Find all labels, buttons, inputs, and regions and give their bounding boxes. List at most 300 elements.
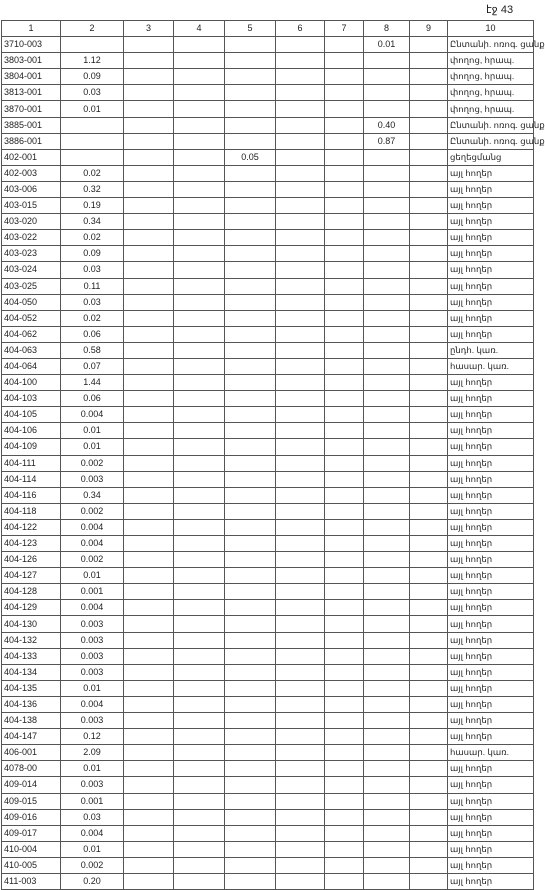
table-cell-c1: 3813-001: [2, 85, 61, 101]
table-cell-c1: 3870-001: [2, 101, 61, 117]
table-cell-c7: [325, 825, 364, 841]
table-cell-c1: 402-003: [2, 165, 61, 181]
table-row: [2, 262, 534, 278]
table-cell-c10: այլ հողեր: [448, 777, 534, 793]
table-cell-c4: [174, 696, 225, 712]
table-cell-c3: [124, 568, 174, 584]
table-cell-c7: [325, 809, 364, 825]
table-cell-c7: [325, 664, 364, 680]
table-cell-c4: [174, 616, 225, 632]
table-cell-c10: այլ հողեր: [448, 471, 534, 487]
table-cell-c8: [364, 841, 410, 857]
table-cell-c9: [410, 616, 448, 632]
table-cell-c6: [276, 214, 325, 230]
table-cell-c7: [325, 487, 364, 503]
table-cell-c4: [174, 455, 225, 471]
table-cell-c4: [174, 358, 225, 374]
table-row: [2, 181, 534, 197]
table-cell-c4: [174, 729, 225, 745]
table-cell-c9: [410, 519, 448, 535]
table-cell-c4: [174, 117, 225, 133]
table-cell-c3: [124, 358, 174, 374]
table-cell-c5: [225, 53, 276, 69]
table-cell-c1: 404-122: [2, 519, 61, 535]
table-cell-c1: 404-134: [2, 664, 61, 680]
table-cell-c9: [410, 600, 448, 616]
table-cell-c3: [124, 809, 174, 825]
table-cell-c7: [325, 375, 364, 391]
table-row: [2, 358, 534, 374]
table-cell-c5: [225, 536, 276, 552]
table-cell-c5: [225, 230, 276, 246]
land-register-table: [1, 20, 545, 890]
table-cell-c1: 404-064: [2, 358, 61, 374]
table-cell-c7: [325, 471, 364, 487]
column-header: 9: [410, 21, 448, 37]
table-cell-c8: [364, 568, 410, 584]
table-cell-c2: 0.58: [61, 342, 124, 358]
table-cell-c4: [174, 149, 225, 165]
table-row: [2, 632, 534, 648]
table-cell-c8: 0.01: [364, 37, 410, 53]
table-cell-c2: 0.03: [61, 85, 124, 101]
table-cell-c7: [325, 85, 364, 101]
table-cell-c5: [225, 568, 276, 584]
table-row: [2, 165, 534, 181]
table-cell-c9: [410, 391, 448, 407]
table-cell-c10: այլ հողեր: [448, 391, 534, 407]
table-cell-c7: [325, 53, 364, 69]
table-cell-c7: [325, 873, 364, 889]
table-cell-c9: [410, 825, 448, 841]
table-cell-c10: այլ հողեր: [448, 519, 534, 535]
table-cell-c6: [276, 568, 325, 584]
table-cell-c9: [410, 536, 448, 552]
column-header: 6: [276, 21, 325, 37]
table-cell-c1: 403-006: [2, 181, 61, 197]
table-cell-c2: 0.002: [61, 552, 124, 568]
table-cell-c1: 404-118: [2, 503, 61, 519]
table-cell-c1: 4078-00: [2, 761, 61, 777]
table-row: [2, 439, 534, 455]
table-cell-c10: այլ հողեր: [448, 198, 534, 214]
table-cell-c2: 0.004: [61, 519, 124, 535]
table-cell-c3: [124, 149, 174, 165]
table-cell-c3: [124, 487, 174, 503]
table-row: [2, 536, 534, 552]
table-cell-c9: [410, 198, 448, 214]
table-row: [2, 455, 534, 471]
table-cell-c1: 404-128: [2, 584, 61, 600]
column-header: 5: [225, 21, 276, 37]
table-cell-c6: [276, 761, 325, 777]
table-cell-c10: այլ հողեր: [448, 873, 534, 889]
table-cell-c4: [174, 825, 225, 841]
column-header: 1: [2, 21, 61, 37]
table-cell-c1: 404-126: [2, 552, 61, 568]
table-cell-c9: [410, 85, 448, 101]
table-cell-c2: 0.003: [61, 471, 124, 487]
table-cell-c6: [276, 326, 325, 342]
table-cell-c5: [225, 85, 276, 101]
table-cell-c1: 404-050: [2, 294, 61, 310]
table-cell-c2: 0.09: [61, 246, 124, 262]
table-cell-c2: 0.01: [61, 841, 124, 857]
table-cell-c2: 0.19: [61, 198, 124, 214]
table-cell-c9: [410, 101, 448, 117]
table-cell-c6: [276, 584, 325, 600]
table-cell-c10: այլ հողեր: [448, 278, 534, 294]
table-cell-c1: 404-106: [2, 423, 61, 439]
table-row: [2, 648, 534, 664]
table-cell-c1: 3885-001: [2, 117, 61, 133]
table-row: [2, 391, 534, 407]
table-cell-c1: 404-105: [2, 407, 61, 423]
table-cell-c7: [325, 246, 364, 262]
table-cell-c3: [124, 294, 174, 310]
table-cell-c8: [364, 713, 410, 729]
table-cell-c7: [325, 713, 364, 729]
table-cell-c10: այլ հողեր: [448, 664, 534, 680]
table-cell-c9: [410, 407, 448, 423]
table-cell-c1: 404-133: [2, 648, 61, 664]
table-cell-c6: [276, 85, 325, 101]
table-cell-c4: [174, 310, 225, 326]
table-cell-c6: [276, 246, 325, 262]
table-cell-c8: [364, 616, 410, 632]
table-cell-c3: [124, 648, 174, 664]
table-cell-c3: [124, 439, 174, 455]
column-header: 3: [124, 21, 174, 37]
table-cell-c1: 411-003: [2, 873, 61, 889]
table-row: [2, 342, 534, 358]
table-cell-c3: [124, 423, 174, 439]
table-row: [2, 729, 534, 745]
table-cell-c7: [325, 648, 364, 664]
table-cell-c5: [225, 101, 276, 117]
table-cell-c6: [276, 230, 325, 246]
table-cell-c5: [225, 793, 276, 809]
table-cell-c4: [174, 503, 225, 519]
table-cell-c4: [174, 713, 225, 729]
table-cell-c10: այլ հողեր: [448, 536, 534, 552]
table-cell-c8: [364, 423, 410, 439]
table-cell-c5: [225, 37, 276, 53]
table-cell-c4: [174, 600, 225, 616]
table-cell-c10: հասար. կառ.: [448, 745, 534, 761]
table-cell-c7: [325, 342, 364, 358]
table-cell-c4: [174, 375, 225, 391]
table-cell-c3: [124, 503, 174, 519]
table-cell-c9: [410, 439, 448, 455]
table-cell-c7: [325, 761, 364, 777]
page-number-label: էջ 43: [486, 4, 514, 16]
table-cell-c3: [124, 262, 174, 278]
table-cell-c7: [325, 600, 364, 616]
table-cell-c5: [225, 487, 276, 503]
table-cell-c6: [276, 375, 325, 391]
table-cell-c6: [276, 680, 325, 696]
table-cell-c5: [225, 648, 276, 664]
table-cell-c10: այլ հողեր: [448, 696, 534, 712]
table-cell-c8: [364, 358, 410, 374]
table-cell-c8: [364, 149, 410, 165]
table-row: [2, 246, 534, 262]
table-cell-c9: [410, 342, 448, 358]
table-cell-c3: [124, 729, 174, 745]
table-cell-c6: [276, 358, 325, 374]
table-cell-c2: 0.34: [61, 214, 124, 230]
table-cell-c7: [325, 133, 364, 149]
table-cell-c9: [410, 487, 448, 503]
table-cell-c5: [225, 777, 276, 793]
table-cell-c2: 0.001: [61, 584, 124, 600]
table-cell-c6: [276, 503, 325, 519]
table-cell-c1: 409-015: [2, 793, 61, 809]
table-cell-c4: [174, 841, 225, 857]
table-cell-c7: [325, 857, 364, 873]
table-cell-c8: [364, 519, 410, 535]
table-cell-c2: 0.003: [61, 777, 124, 793]
table-cell-c1: 409-016: [2, 809, 61, 825]
table-cell-c8: [364, 584, 410, 600]
table-cell-c3: [124, 407, 174, 423]
table-cell-c8: [364, 278, 410, 294]
table-cell-c2: 0.002: [61, 857, 124, 873]
table-row: [2, 600, 534, 616]
table-cell-c9: [410, 246, 448, 262]
table-cell-c4: [174, 632, 225, 648]
table-row: [2, 326, 534, 342]
table-cell-c7: [325, 37, 364, 53]
table-cell-c6: [276, 873, 325, 889]
table-cell-c9: [410, 552, 448, 568]
table-cell-c6: [276, 69, 325, 85]
table-cell-c7: [325, 294, 364, 310]
table-cell-c4: [174, 407, 225, 423]
table-cell-c7: [325, 439, 364, 455]
table-row: [2, 857, 534, 873]
table-cell-c7: [325, 391, 364, 407]
table-cell-c3: [124, 342, 174, 358]
table-cell-c8: [364, 326, 410, 342]
table-cell-c10: այլ հողեր: [448, 713, 534, 729]
table-cell-c3: [124, 230, 174, 246]
table-cell-c7: [325, 117, 364, 133]
table-cell-c5: [225, 423, 276, 439]
table-cell-c3: [124, 536, 174, 552]
table-cell-c4: [174, 165, 225, 181]
table-row: [2, 214, 534, 230]
table-cell-c6: [276, 745, 325, 761]
table-cell-c5: [225, 503, 276, 519]
table-row: [2, 198, 534, 214]
table-cell-c2: 0.001: [61, 793, 124, 809]
column-header: 2: [61, 21, 124, 37]
table-cell-c5: [225, 342, 276, 358]
table-cell-c8: [364, 101, 410, 117]
table-cell-c3: [124, 391, 174, 407]
table-cell-c7: [325, 793, 364, 809]
table-cell-c2: 0.07: [61, 358, 124, 374]
table-cell-c1: 3803-001: [2, 53, 61, 69]
table-cell-c8: [364, 761, 410, 777]
table-cell-c4: [174, 487, 225, 503]
table-cell-c5: [225, 552, 276, 568]
table-cell-c9: [410, 503, 448, 519]
column-header: 8: [364, 21, 410, 37]
table-cell-c8: [364, 246, 410, 262]
table-cell-c4: [174, 761, 225, 777]
table-cell-c9: [410, 809, 448, 825]
table-cell-c6: [276, 391, 325, 407]
table-cell-c1: 404-116: [2, 487, 61, 503]
table-cell-c1: 404-123: [2, 536, 61, 552]
table-cell-c6: [276, 857, 325, 873]
table-cell-c10: ընդհ. կառ.: [448, 342, 534, 358]
table-cell-c1: 404-130: [2, 616, 61, 632]
table-cell-c5: [225, 680, 276, 696]
table-row: [2, 375, 534, 391]
table-cell-c2: 0.002: [61, 503, 124, 519]
table-cell-c2: 0.06: [61, 391, 124, 407]
table-cell-c8: [364, 825, 410, 841]
table-cell-c10: ցեղեցմանց: [448, 149, 534, 165]
table-cell-c3: [124, 696, 174, 712]
table-cell-c7: [325, 729, 364, 745]
table-cell-c2: 0.01: [61, 680, 124, 696]
table-cell-c2: 0.01: [61, 761, 124, 777]
table-cell-c10: այլ հողեր: [448, 632, 534, 648]
table-cell-c10: այլ հողեր: [448, 423, 534, 439]
table-row: [2, 841, 534, 857]
table-cell-c6: [276, 536, 325, 552]
table-cell-c10: այլ հողեր: [448, 857, 534, 873]
table-row: [2, 616, 534, 632]
table-cell-c8: [364, 503, 410, 519]
table-cell-c10: այլ հողեր: [448, 825, 534, 841]
table-row: [2, 101, 534, 117]
table-cell-c2: 0.11: [61, 278, 124, 294]
table-row: [2, 278, 534, 294]
table-cell-c6: [276, 278, 325, 294]
table-cell-c5: [225, 326, 276, 342]
table-cell-c9: [410, 841, 448, 857]
table-cell-c7: [325, 165, 364, 181]
table-row: [2, 713, 534, 729]
table-cell-c10: այլ հողեր: [448, 809, 534, 825]
table-cell-c1: 3710-003: [2, 37, 61, 53]
table-cell-c7: [325, 616, 364, 632]
table-cell-c3: [124, 375, 174, 391]
table-cell-c1: 403-024: [2, 262, 61, 278]
table-cell-c6: [276, 471, 325, 487]
table-cell-c4: [174, 809, 225, 825]
table-cell-c8: [364, 632, 410, 648]
table-cell-c2: 0.09: [61, 69, 124, 85]
table-row: [2, 37, 534, 53]
table-cell-c4: [174, 37, 225, 53]
table-cell-c9: [410, 358, 448, 374]
table-cell-c2: 0.004: [61, 407, 124, 423]
table-cell-c2: 0.12: [61, 729, 124, 745]
table-cell-c8: [364, 294, 410, 310]
table-cell-c9: [410, 584, 448, 600]
table-cell-c8: [364, 53, 410, 69]
table-cell-c3: [124, 101, 174, 117]
table-cell-c9: [410, 310, 448, 326]
table-cell-c2: 0.003: [61, 632, 124, 648]
table-cell-c7: [325, 278, 364, 294]
table-cell-c10: այլ հողեր: [448, 246, 534, 262]
table-cell-c5: [225, 857, 276, 873]
table-row: [2, 568, 534, 584]
table-cell-c10: Ընտանի. ոռոգ. ցանք: [448, 117, 534, 133]
table-row: [2, 552, 534, 568]
table-row: [2, 69, 534, 85]
table-cell-c4: [174, 519, 225, 535]
table-cell-c2: 0.03: [61, 262, 124, 278]
table-cell-c2: [61, 149, 124, 165]
table-cell-c10: այլ հողեր: [448, 568, 534, 584]
table-cell-c3: [124, 326, 174, 342]
table-cell-c10: այլ հողեր: [448, 326, 534, 342]
table-cell-c9: [410, 471, 448, 487]
table-row: [2, 777, 534, 793]
table-cell-c7: [325, 407, 364, 423]
table-cell-c1: 404-109: [2, 439, 61, 455]
table-cell-c3: [124, 584, 174, 600]
table-cell-c6: [276, 841, 325, 857]
table-row: [2, 471, 534, 487]
table-cell-c10: այլ հողեր: [448, 310, 534, 326]
table-cell-c4: [174, 342, 225, 358]
table-cell-c2: 0.32: [61, 181, 124, 197]
table-row: [2, 487, 534, 503]
table-cell-c10: այլ հողեր: [448, 648, 534, 664]
table-cell-c8: [364, 69, 410, 85]
table-cell-c10: փողոց, հրապ.: [448, 85, 534, 101]
table-cell-c10: Ընտանի. ոռոգ. ցանք: [448, 37, 534, 53]
table-cell-c7: [325, 149, 364, 165]
table-cell-c7: [325, 584, 364, 600]
table-cell-c4: [174, 69, 225, 85]
table-cell-c6: [276, 37, 325, 53]
table-cell-c9: [410, 375, 448, 391]
table-cell-c9: [410, 729, 448, 745]
table-cell-c1: 403-023: [2, 246, 61, 262]
table-cell-c3: [124, 310, 174, 326]
table-cell-c3: [124, 777, 174, 793]
table-cell-c6: [276, 777, 325, 793]
table-cell-c5: [225, 133, 276, 149]
table-cell-c2: 0.02: [61, 310, 124, 326]
table-cell-c2: [61, 133, 124, 149]
table-cell-c8: [364, 696, 410, 712]
table-cell-c9: [410, 713, 448, 729]
table-cell-c1: 404-063: [2, 342, 61, 358]
table-cell-c6: [276, 101, 325, 117]
table-cell-c6: [276, 165, 325, 181]
table-cell-c2: 0.004: [61, 536, 124, 552]
table-cell-c1: 404-136: [2, 696, 61, 712]
table-cell-c5: 0.05: [225, 149, 276, 165]
table-cell-c3: [124, 246, 174, 262]
table-cell-c8: 0.40: [364, 117, 410, 133]
table-row: [2, 745, 534, 761]
table-cell-c6: [276, 342, 325, 358]
table-cell-c4: [174, 471, 225, 487]
